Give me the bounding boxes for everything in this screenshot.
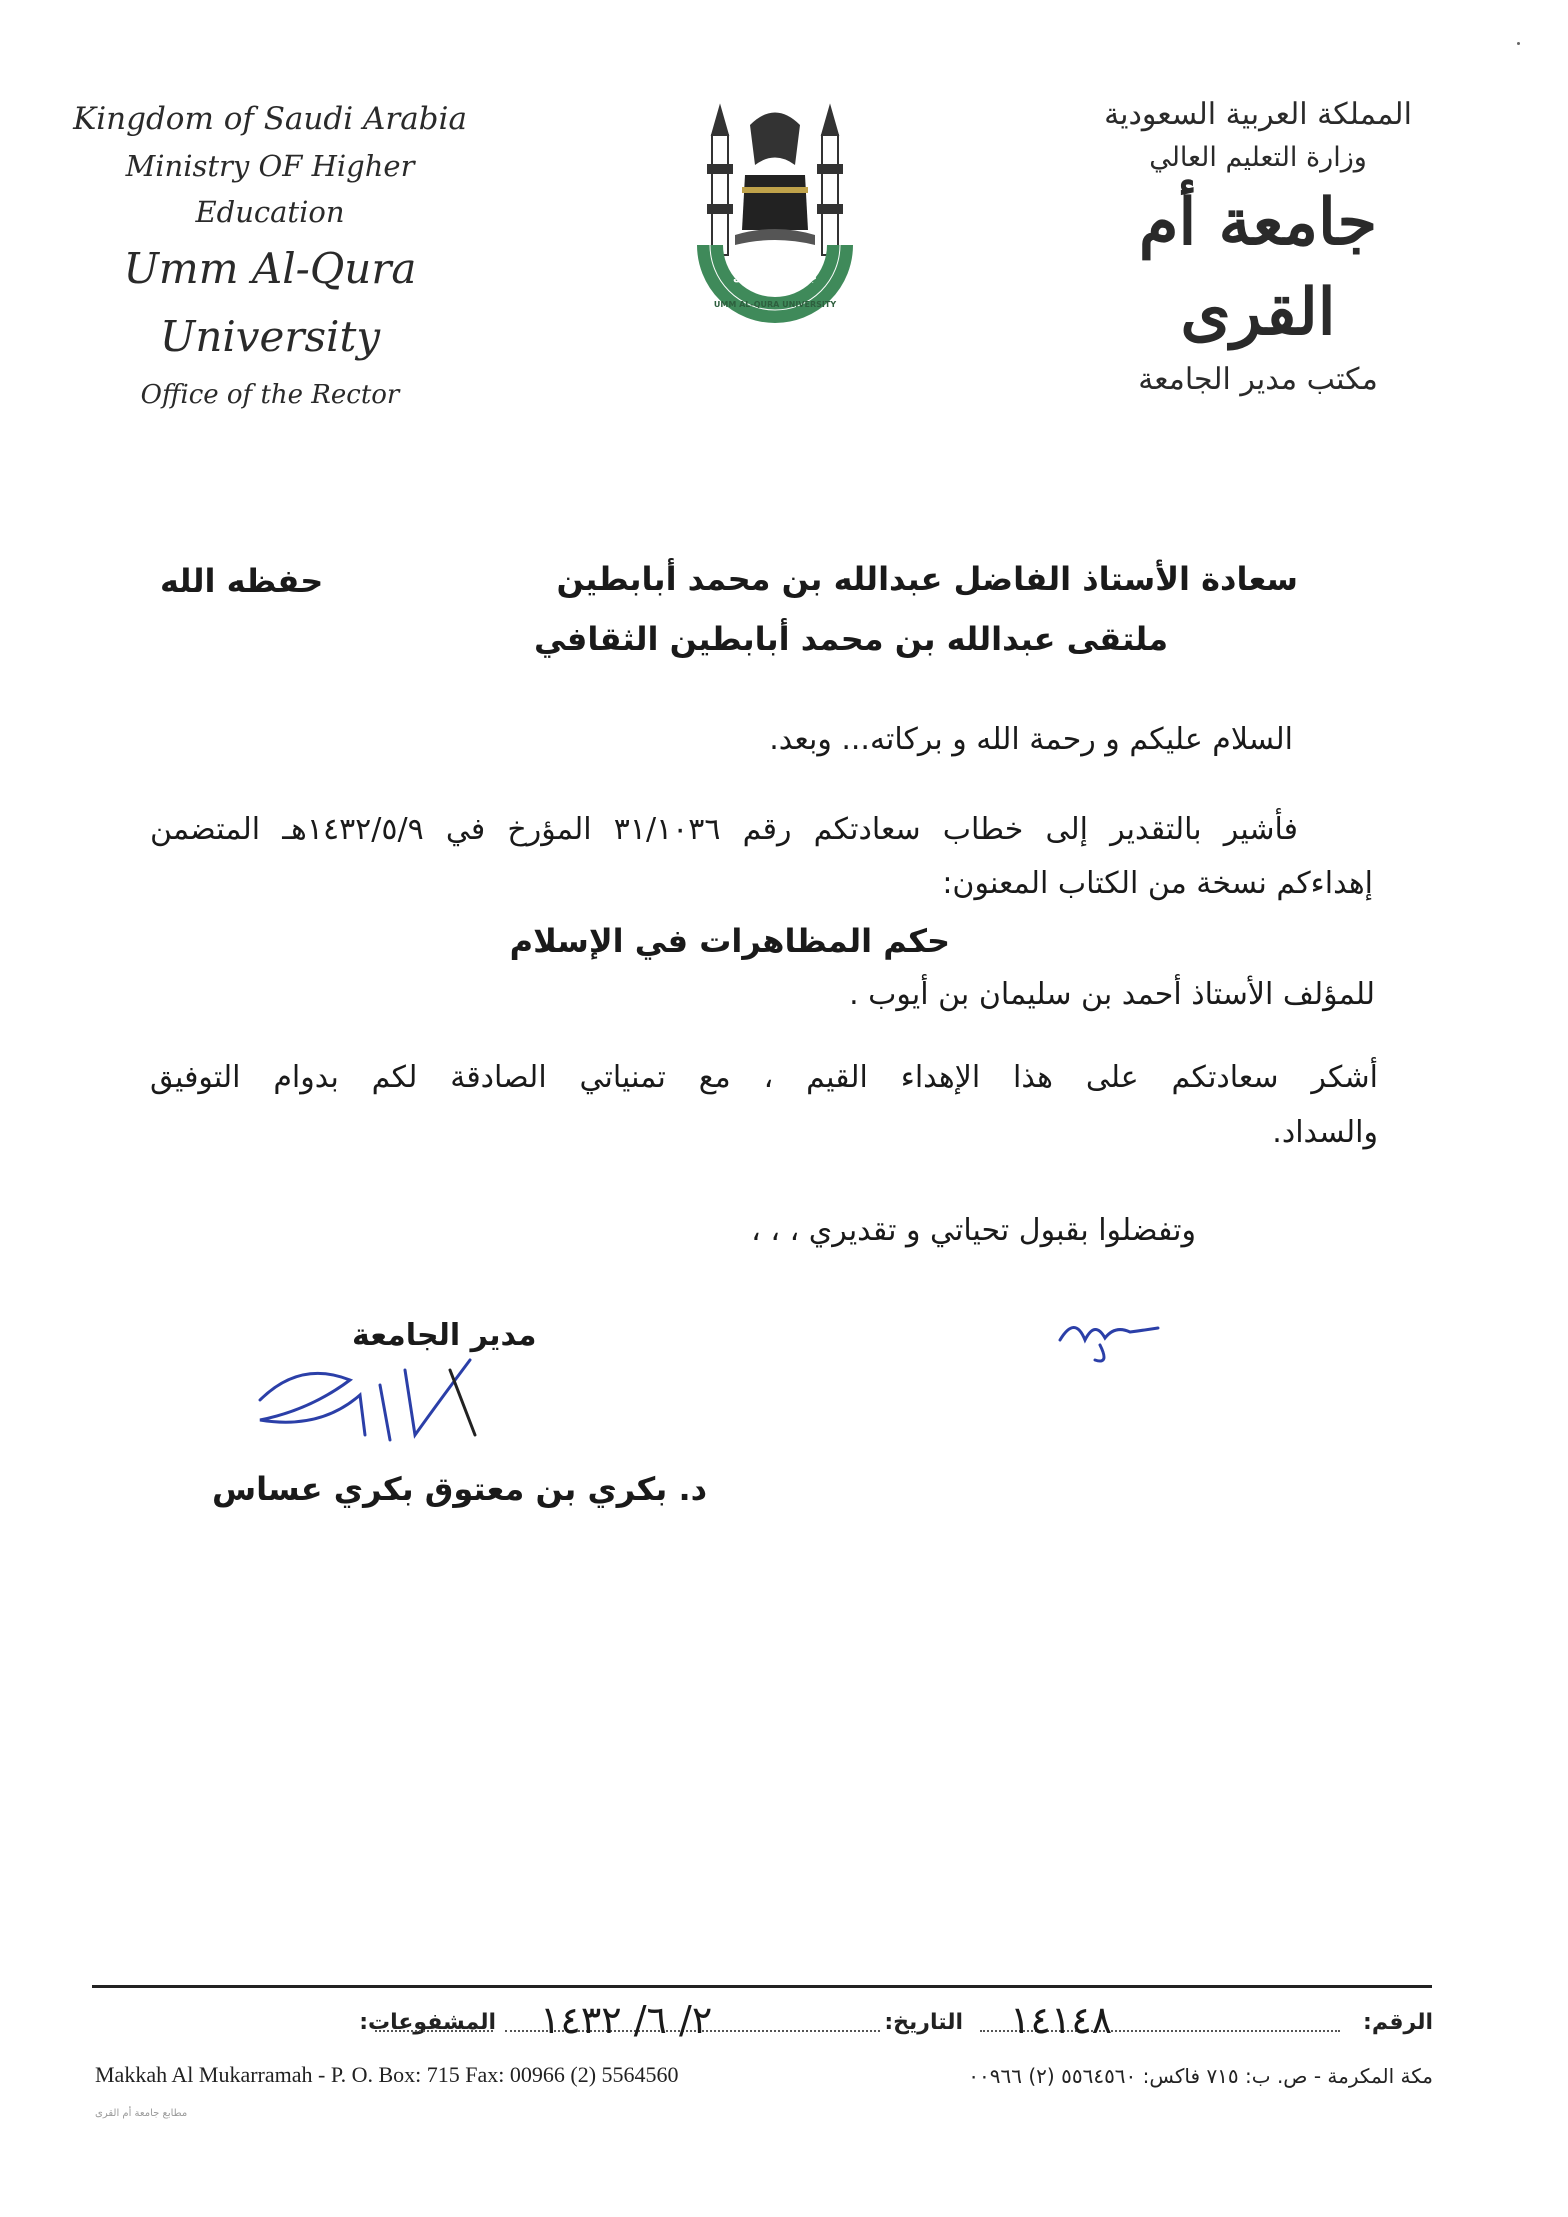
paragraph-1-line-2: إهداءكم نسخة من الكتاب المعنون: <box>942 866 1373 901</box>
greeting: السلام عليكم و رحمة الله و بركاته... وبعد. <box>769 722 1293 757</box>
reference-number-label: الرقم: <box>1363 2010 1433 2035</box>
paragraph-1-line-1: فأشير بالتقدير إلى خطاب سعادتكم رقم ٣١/١٠٣٦ المؤرخ في ١٤٣٢/٥/٩هـ المتضمن <box>150 812 1298 847</box>
reference-number-value: ١٤١٤٨ <box>1010 1998 1113 2042</box>
date-value: ٢/ ٦/ ١٤٣٢ <box>540 1998 713 2042</box>
addressee-organization: ملتقى عبدالله بن محمد أبابطين الثقافي <box>534 620 1168 658</box>
ministry-line-ar: وزارة التعليم العالي <box>1149 142 1367 173</box>
addressee-name: سعادة الأستاذ الفاضل عبدالله بن محمد أبابطين <box>556 560 1298 598</box>
university-line-ar: جامعة أم القرى <box>1138 185 1378 350</box>
signatory-title: مدير الجامعة <box>352 1318 537 1353</box>
scan-speck <box>1517 42 1520 45</box>
signatory-name: د. بكري بن معتوق بكري عساس <box>212 1470 708 1508</box>
footer-divider <box>92 1985 1432 1988</box>
closing-line: وتفضلوا بقبول تحياتي و تقديري ، ، ، <box>751 1213 1196 1248</box>
kingdom-line-ar: المملكة العربية السعودية <box>1104 97 1412 132</box>
ministry-line: Ministry OF Higher Education <box>125 149 415 229</box>
book-title: حكم المظاهرات في الإسلام <box>509 922 950 960</box>
letterhead-english <box>60 95 480 419</box>
university-logo <box>690 95 860 325</box>
office-line-ar: مكتب مدير الجامعة <box>1138 362 1378 397</box>
address-english: Makkah Al Mukarramah - P. O. Box: 715 Fax: 00966 (2) 5564560 <box>95 2062 679 2087</box>
handwritten-signature <box>240 1340 500 1470</box>
author-line: للمؤلف الأستاذ أحمد بن سليمان بن أيوب . <box>849 977 1375 1012</box>
addressee-honorific: حفظه الله <box>160 562 324 600</box>
address-arabic: مكة المكرمة - ص. ب: ٧١٥ فاكس: ٥٥٦٤٥٦٠ (٢) ٠٠٩٦٦ <box>968 2064 1433 2088</box>
enclosures-field <box>375 2030 493 2032</box>
letterhead-arabic <box>1078 92 1438 402</box>
university-line: Umm Al-Qura University <box>123 244 417 361</box>
printer-credit: مطابع جامعة أم القرى <box>95 2108 188 2119</box>
enclosures-label: المشفوعات: <box>359 2010 496 2035</box>
date-label: التاريخ: <box>884 2010 963 2035</box>
office-line: Office of the Rector <box>140 380 400 410</box>
logo-ring-text: UMM AL-QURA UNIVERSITY <box>713 300 837 309</box>
paragraph-2-line-2: والسداد. <box>1272 1115 1378 1150</box>
logo-ring-text-ar: جامعة أم القرى <box>733 271 817 284</box>
paragraph-2-line-1: أشكر سعادتكم على هذا الإهداء القيم ، مع تمنياتي الصادقة لكم بدوام التوفيق <box>150 1060 1378 1095</box>
kingdom-line: Kingdom of Saudi Arabia <box>73 101 467 137</box>
ink-initial <box>1050 1300 1180 1370</box>
